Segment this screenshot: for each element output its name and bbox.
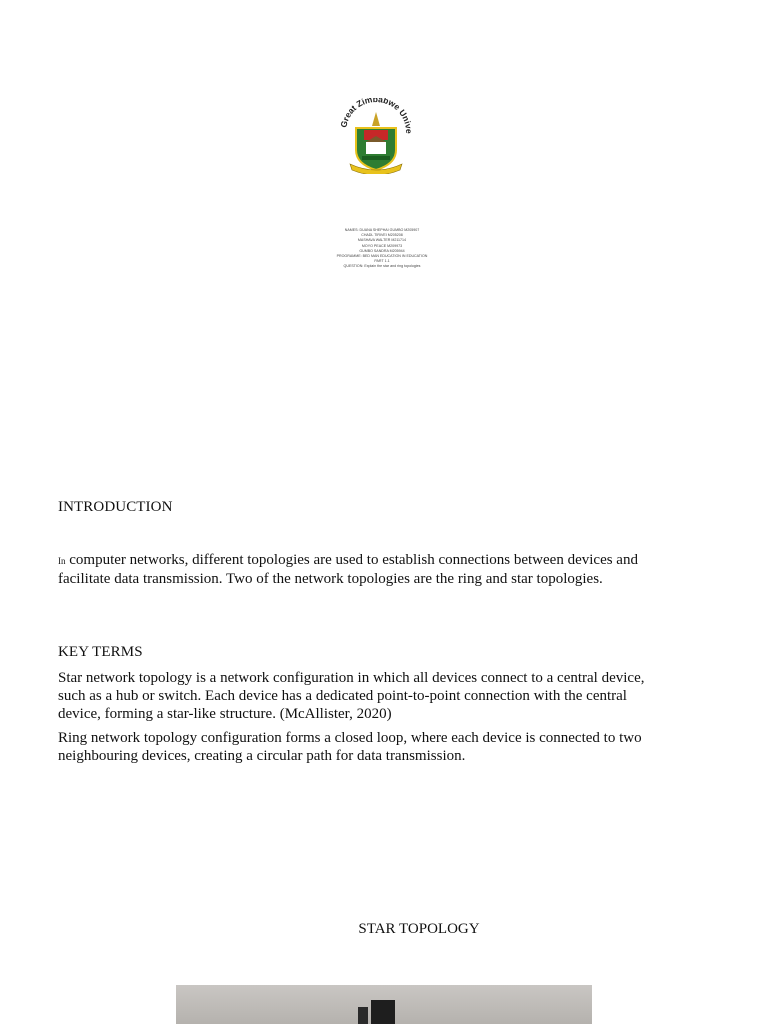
cover-info-line: MOYO PEACE M209973 [361,243,403,248]
cover-info-line: PART 1.1 [374,259,390,264]
cover-info-line: GUMBO SANDRA M205944 [359,248,405,253]
photo-device-shape [358,1007,368,1024]
photo-device-shape [371,1000,395,1024]
cover-info-line: PROGRAMME: BED MAN EDUCATION IN EDUCATION [336,254,428,259]
star-definition-line: device, forming a star-like structure. (McAllister, 2020) [58,706,392,722]
cover-info-line: CHADL TIRIVEI M205208 [361,233,403,238]
star-definition-line: such as a hub or switch. Each device has a dedicated point-to-point connection with the central [58,688,627,704]
cover-info-line: NAMES: DUANA SHEPHAI GUMBO M205907 [344,228,420,232]
ring-definition-line: Ring network topology configuration forms a closed loop, where each device is connected to two [58,730,642,746]
star-topology-photo [176,985,592,1024]
introduction-line-1-text: computer networks, different topologies are used to establish connections between devices and [65,552,638,568]
cover-info-line: QUESTION: Explain the star and ring topologies [343,264,421,269]
star-topology-heading: STAR TOPOLOGY [358,921,480,937]
university-crest-logo [336,98,416,174]
introduction-paragraph [58,551,698,588]
introduction-lead-word: In [58,556,66,566]
ring-definition-line: neighbouring devices, creating a circular path for data transmission. [58,748,466,764]
key-terms-heading: KEY TERMS [58,644,143,660]
crest-arc-text: Great Zimbabwe Unive [338,98,415,134]
cover-student-info [300,228,464,270]
cover-info-line: MASHAVA WALTER M211714 [357,238,407,243]
introduction-line-2: facilitate data transmission. Two of the network topologies are the ring and star topologies. [58,571,603,587]
introduction-line-1 [58,551,698,570]
star-definition-line: Star network topology is a network configuration in which all devices connect to a central device, [58,670,645,686]
star-definition-paragraph [58,669,698,723]
ring-definition-paragraph [58,729,698,765]
introduction-heading: INTRODUCTION [58,499,173,515]
